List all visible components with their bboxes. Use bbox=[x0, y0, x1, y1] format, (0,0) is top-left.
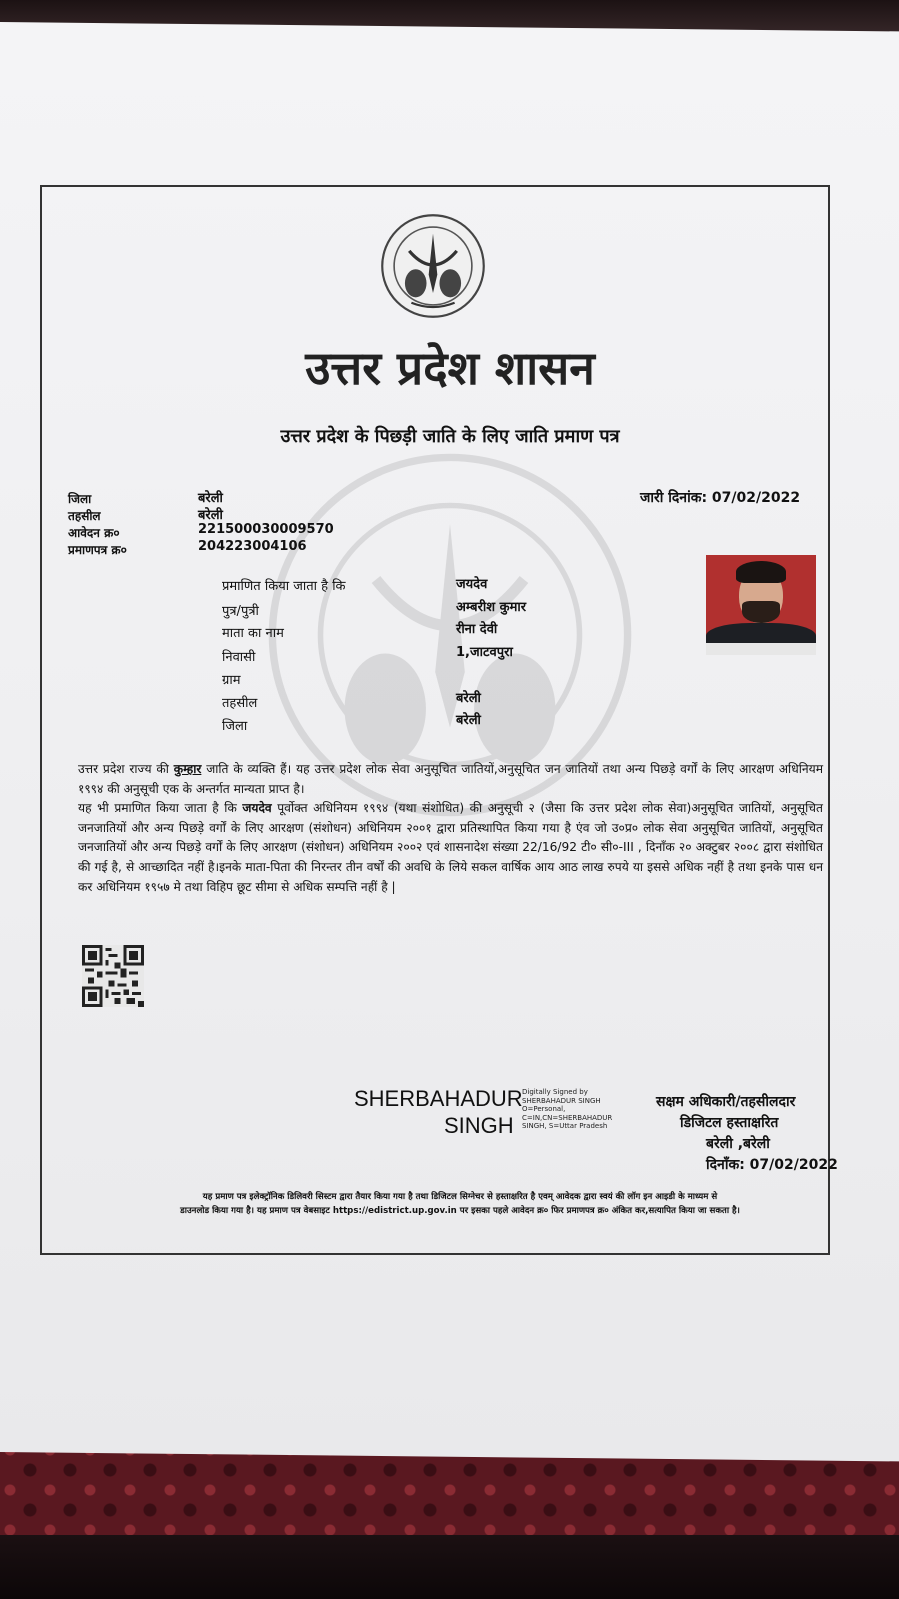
footer-line2: डाउनलोड किया गया है। यह प्रमाण पत्र वेबसाइट https://edistrict.up.gov.in पर इसका पहले आवेदन क्र० फिर प्रमाणपत्र क्र० अंकित कर,सत्यापित किया जा सकता है। bbox=[180, 1206, 740, 1216]
field-label-resident: निवासी bbox=[222, 650, 256, 665]
applicant-photo bbox=[706, 555, 816, 655]
application-number-label: आवेदन क्र० bbox=[68, 526, 120, 540]
field-label-son-daughter: पुत्र/पुत्री bbox=[222, 604, 259, 619]
issue-date: जारी दिनांक: 07/02/2022 bbox=[640, 490, 801, 506]
field-value-resident: 1,जाटवपुरा bbox=[456, 645, 513, 660]
body-text-1a: उत्तर प्रदेश राज्य की bbox=[78, 762, 174, 776]
field-label-district: जिला bbox=[222, 719, 248, 734]
digital-signature-details bbox=[522, 1088, 662, 1131]
caste-name: कुम्हार bbox=[173, 762, 202, 776]
tehsil-value: बरेली bbox=[198, 508, 223, 523]
body-applicant-name: जयदेव bbox=[242, 801, 272, 816]
background-bottom bbox=[0, 1535, 899, 1599]
qr-code-icon bbox=[82, 945, 144, 1007]
field-value-father: अम्बरीश कुमार bbox=[456, 600, 527, 615]
up-government-emblem-icon bbox=[379, 212, 487, 320]
officer-date: दिनाँक: 07/02/2022 bbox=[706, 1157, 838, 1173]
digital-sig-line4: C=IN,CN=SHERBAHADUR bbox=[522, 1113, 613, 1122]
certificate-number-value: 204223004106 bbox=[198, 539, 307, 554]
certificate-number-label: प्रमाणपत्र क्र० bbox=[68, 543, 127, 557]
footer-line1: यह प्रमाण पत्र इलेक्ट्रॉनिक डिलिवरी सिस्टम द्वारा तैयार किया गया है तथा डिजिटल सिग्नेचर से हस्ताक्षरित है एवम् आवेदक द्वारा स्वयं की लॉग इन आइडी के माध्यम से bbox=[202, 1192, 718, 1202]
signer-name-line1: SHERBAHADUR bbox=[354, 1086, 523, 1111]
field-value-mother: रीना देवी bbox=[456, 622, 498, 637]
certificate-body bbox=[78, 760, 823, 897]
tehsil-label: तहसील bbox=[68, 509, 101, 523]
digital-sig-line2: SHERBAHADUR SINGH bbox=[522, 1096, 601, 1105]
body-text-1b: जाति के व्यक्ति हैं। यह उत्तर प्रदेश लोक सेवा अनुसूचित जातियों,अनुसूचित जन जातियों तथा अन्य पिछड़े वर्गों के लिए आरक्षण अधिनियम १९९४ की अनुसूची एक के अन्तर्गत मान्यता प्राप्त है। bbox=[78, 762, 823, 796]
field-value-district: बरेली bbox=[456, 713, 481, 728]
officer-designation: सक्षम अधिकारी/तहसीलदार bbox=[656, 1094, 796, 1110]
footer-note bbox=[80, 1190, 840, 1218]
signer-name-line2: SINGH bbox=[444, 1113, 514, 1138]
field-value-tehsil: बरेली bbox=[456, 691, 481, 706]
officer-place: बरेली ,बरेली bbox=[706, 1136, 770, 1152]
officer-digital-signed: डिजिटल हस्ताक्षरित bbox=[680, 1115, 779, 1131]
digital-sig-line3: O=Personal, bbox=[522, 1105, 566, 1113]
district-label: जिला bbox=[68, 492, 92, 506]
body-text-2a: यह भी प्रमाणित किया जाता है कि bbox=[78, 801, 243, 816]
district-value: बरेली bbox=[198, 491, 223, 506]
field-label-tehsil: तहसील bbox=[222, 696, 258, 711]
digital-sig-line1: Digitally Signed by bbox=[522, 1088, 588, 1096]
field-label-mother: माता का नाम bbox=[222, 626, 284, 641]
certificate-subtitle: उत्तर प्रदेश के पिछड़ी जाति के लिए जाति प्रमाण पत्र bbox=[280, 426, 620, 447]
field-value-name: जयदेव bbox=[456, 577, 488, 592]
digital-sig-line5: SINGH, S=Uttar Pradesh bbox=[522, 1122, 608, 1130]
body-text-2b: पूर्वोक्त अधिनियम १९९४ (यथा संशोधित) की अनुसूची २ (जैसा कि उत्तर प्रदेश लोक सेवा)अनुसूचित जातियों, अनुसूचित जनजातियों और अन्य पिछड़े वर्गों के लिए आरक्षण (संशोधन) अधिनियम २००१ द्वारा प्रतिस्थापित किया गया है एंव जो उ०प्र० लोक सेवा अनुसूचित जातियों, अनुसूचित जनजातियों और अन्य पिछड़े वर्गों के लिए आरक्षण (संशोधन) अधिनियम २००२ एवं शासनादेश संख्या 22/16/92 टी० सी०-III , दिनाँक २० अक्टुबर २००८ द्वारा संशोधित की गई है, से आच्छादित नहीं है।इनके माता-पिता की निरन्तर तीन वर्षों की अवधि के लिये सकल वार्षिक आय आठ लाख रुपये या इससे अधिक नहीं है तथा इनके पास धन कर अधिनियम १९५७ मे तथा विहिप छूट सीमा से अधिक सम्पत्ति नहीं है | bbox=[78, 801, 823, 894]
page-title: उत्तर प्रदेश शासन bbox=[305, 341, 595, 395]
field-label-village: ग्राम bbox=[222, 673, 241, 688]
field-label-certified: प्रमाणित किया जाता है कि bbox=[222, 579, 346, 594]
application-number-value: 221500030009570 bbox=[198, 522, 334, 537]
